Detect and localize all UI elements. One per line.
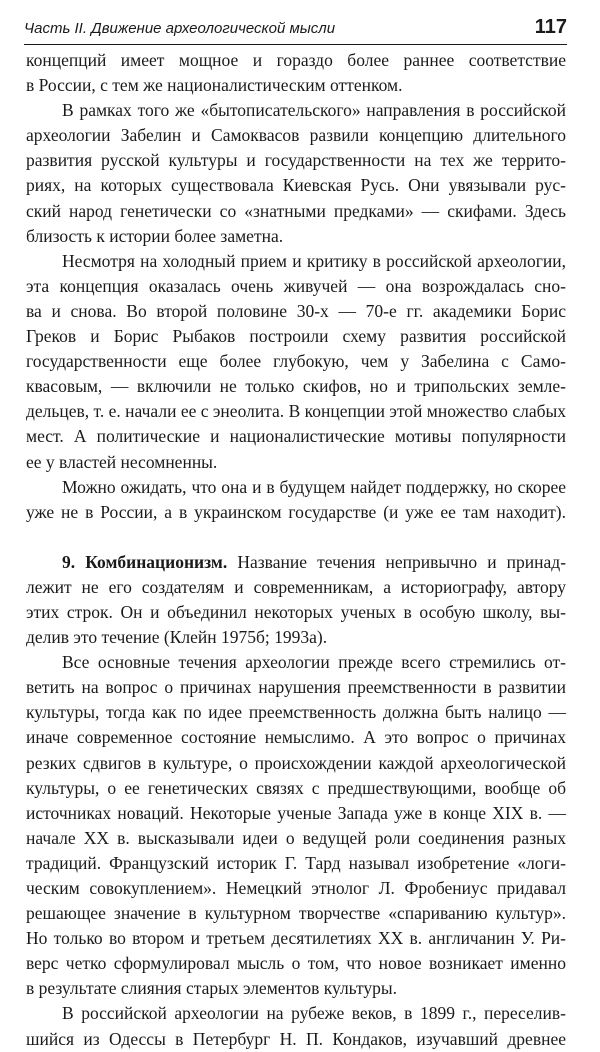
text-line: Название течения непривычно и принад-	[237, 551, 567, 572]
text-line: риях, на которых существовала Киевская Русь. Они увязывали рус-	[26, 175, 566, 196]
text-line: этих строк. Он и объединил некоторых ученых в особую школу, вы-	[26, 601, 566, 622]
text-line: в России, с тем же националистическим оттенком.	[26, 75, 403, 96]
text-line: ветить на вопрос о причинах нарушения преемственности в развитии	[26, 677, 566, 698]
text-line: в результате слияния старых элементов культуры.	[26, 978, 398, 999]
text-line: Греков и Борис Рыбаков построили схему развития российской	[26, 326, 566, 347]
text-line: иначе современное состояние немыслимо. А это вопрос о причинах	[26, 727, 566, 748]
text-line: концепций имеет мощное и гораздо более раннее соответствие	[26, 50, 566, 70]
text-line: ский народ генетически со «знатными предками» — скифами. Здесь	[26, 200, 566, 221]
text-line: культуры, о ее генетических связях с предшествующими, вообще об	[26, 777, 566, 798]
text-line: ва и снова. Во второй половине 30-х — 70-е гг. академики Борис	[26, 300, 566, 321]
section-gap	[26, 525, 566, 550]
text-line: квасовым, — включили не только скифов, но и трипольских земле-	[26, 376, 566, 397]
text-line: шийся из Одессы в Петербург Н. П. Кондаков, изучавший древнее	[26, 1028, 566, 1049]
text-line: В российской археологии на рубеже веков, в 1899 г., переселив-	[62, 1003, 566, 1024]
text-line: уже не в России, а в украинском государстве (и уже ее там находит).	[26, 501, 566, 522]
text-line: Все основные течения археологии прежде всего стремились от-	[62, 652, 566, 673]
text-line: резких сдвигов в культуре, о происхождении каждой археологической	[26, 752, 566, 773]
section-heading-line	[26, 550, 566, 575]
text-line: Несмотря на холодный прием и критику в российской археологии,	[62, 250, 566, 271]
text-line: дельцев, т. е. начали ее с энеолита. В концепции этой множество слабых	[26, 401, 566, 422]
text-line: В рамках того же «бытописательского» направления в российской	[62, 100, 566, 121]
text-line: Можно ожидать, что она и в будущем найдет поддержку, но скорее	[62, 476, 566, 497]
section-heading: 9. Комбинационизм.	[62, 551, 228, 572]
body-text	[26, 48, 566, 1052]
text-line: традиций. Французский историк Г. Тард называл изобретение «логи-	[26, 852, 566, 873]
text-line: Но только во втором и третьем десятилетиях XX в. англичанин У. Ри-	[26, 928, 566, 949]
text-line: делив это течение (Клейн 1975б; 1993а).	[26, 627, 328, 648]
text-line: ее у властей несомненны.	[26, 451, 218, 472]
text-line: развития русской культуры и государственности на тех же террито-	[26, 150, 566, 171]
text-line: начале XX в. высказывали идеи о ведущей роли соединения разных	[26, 827, 566, 848]
text-line: государственности еще более глубокую, чем у Забелина с Само-	[26, 351, 566, 372]
page-header	[24, 10, 567, 45]
text-line: верс четко сформулировал мысль о том, что новое возникает именно	[26, 953, 566, 974]
text-line: близость к истории более заметна.	[26, 225, 284, 246]
text-line: эта концепция оказалась очень живучей — она возрождалась сно-	[26, 275, 566, 296]
page-number: 117	[534, 16, 567, 38]
text-line: ческим совокуплением». Немецкий этнолог Л. Фробениус придавал	[26, 878, 566, 898]
text-line: мест. А политические и националистические мотивы популярности	[26, 426, 566, 447]
text-line: культуры, тогда как по идее преемственность должна быть налицо —	[26, 702, 566, 723]
text-line: источниках новаций. Некоторые ученые Запада уже в конце XIX в. —	[26, 802, 566, 823]
text-line: лежит не его создателям и современникам, а историографу, автору	[26, 576, 566, 597]
text-line: археологии Забелин и Самоквасов развили концепцию длительного	[26, 125, 566, 146]
running-head: Часть II. Движение археологической мысли	[24, 20, 336, 37]
text-line: решающее значение в культурном творчестве «спариванию культур».	[26, 903, 566, 924]
